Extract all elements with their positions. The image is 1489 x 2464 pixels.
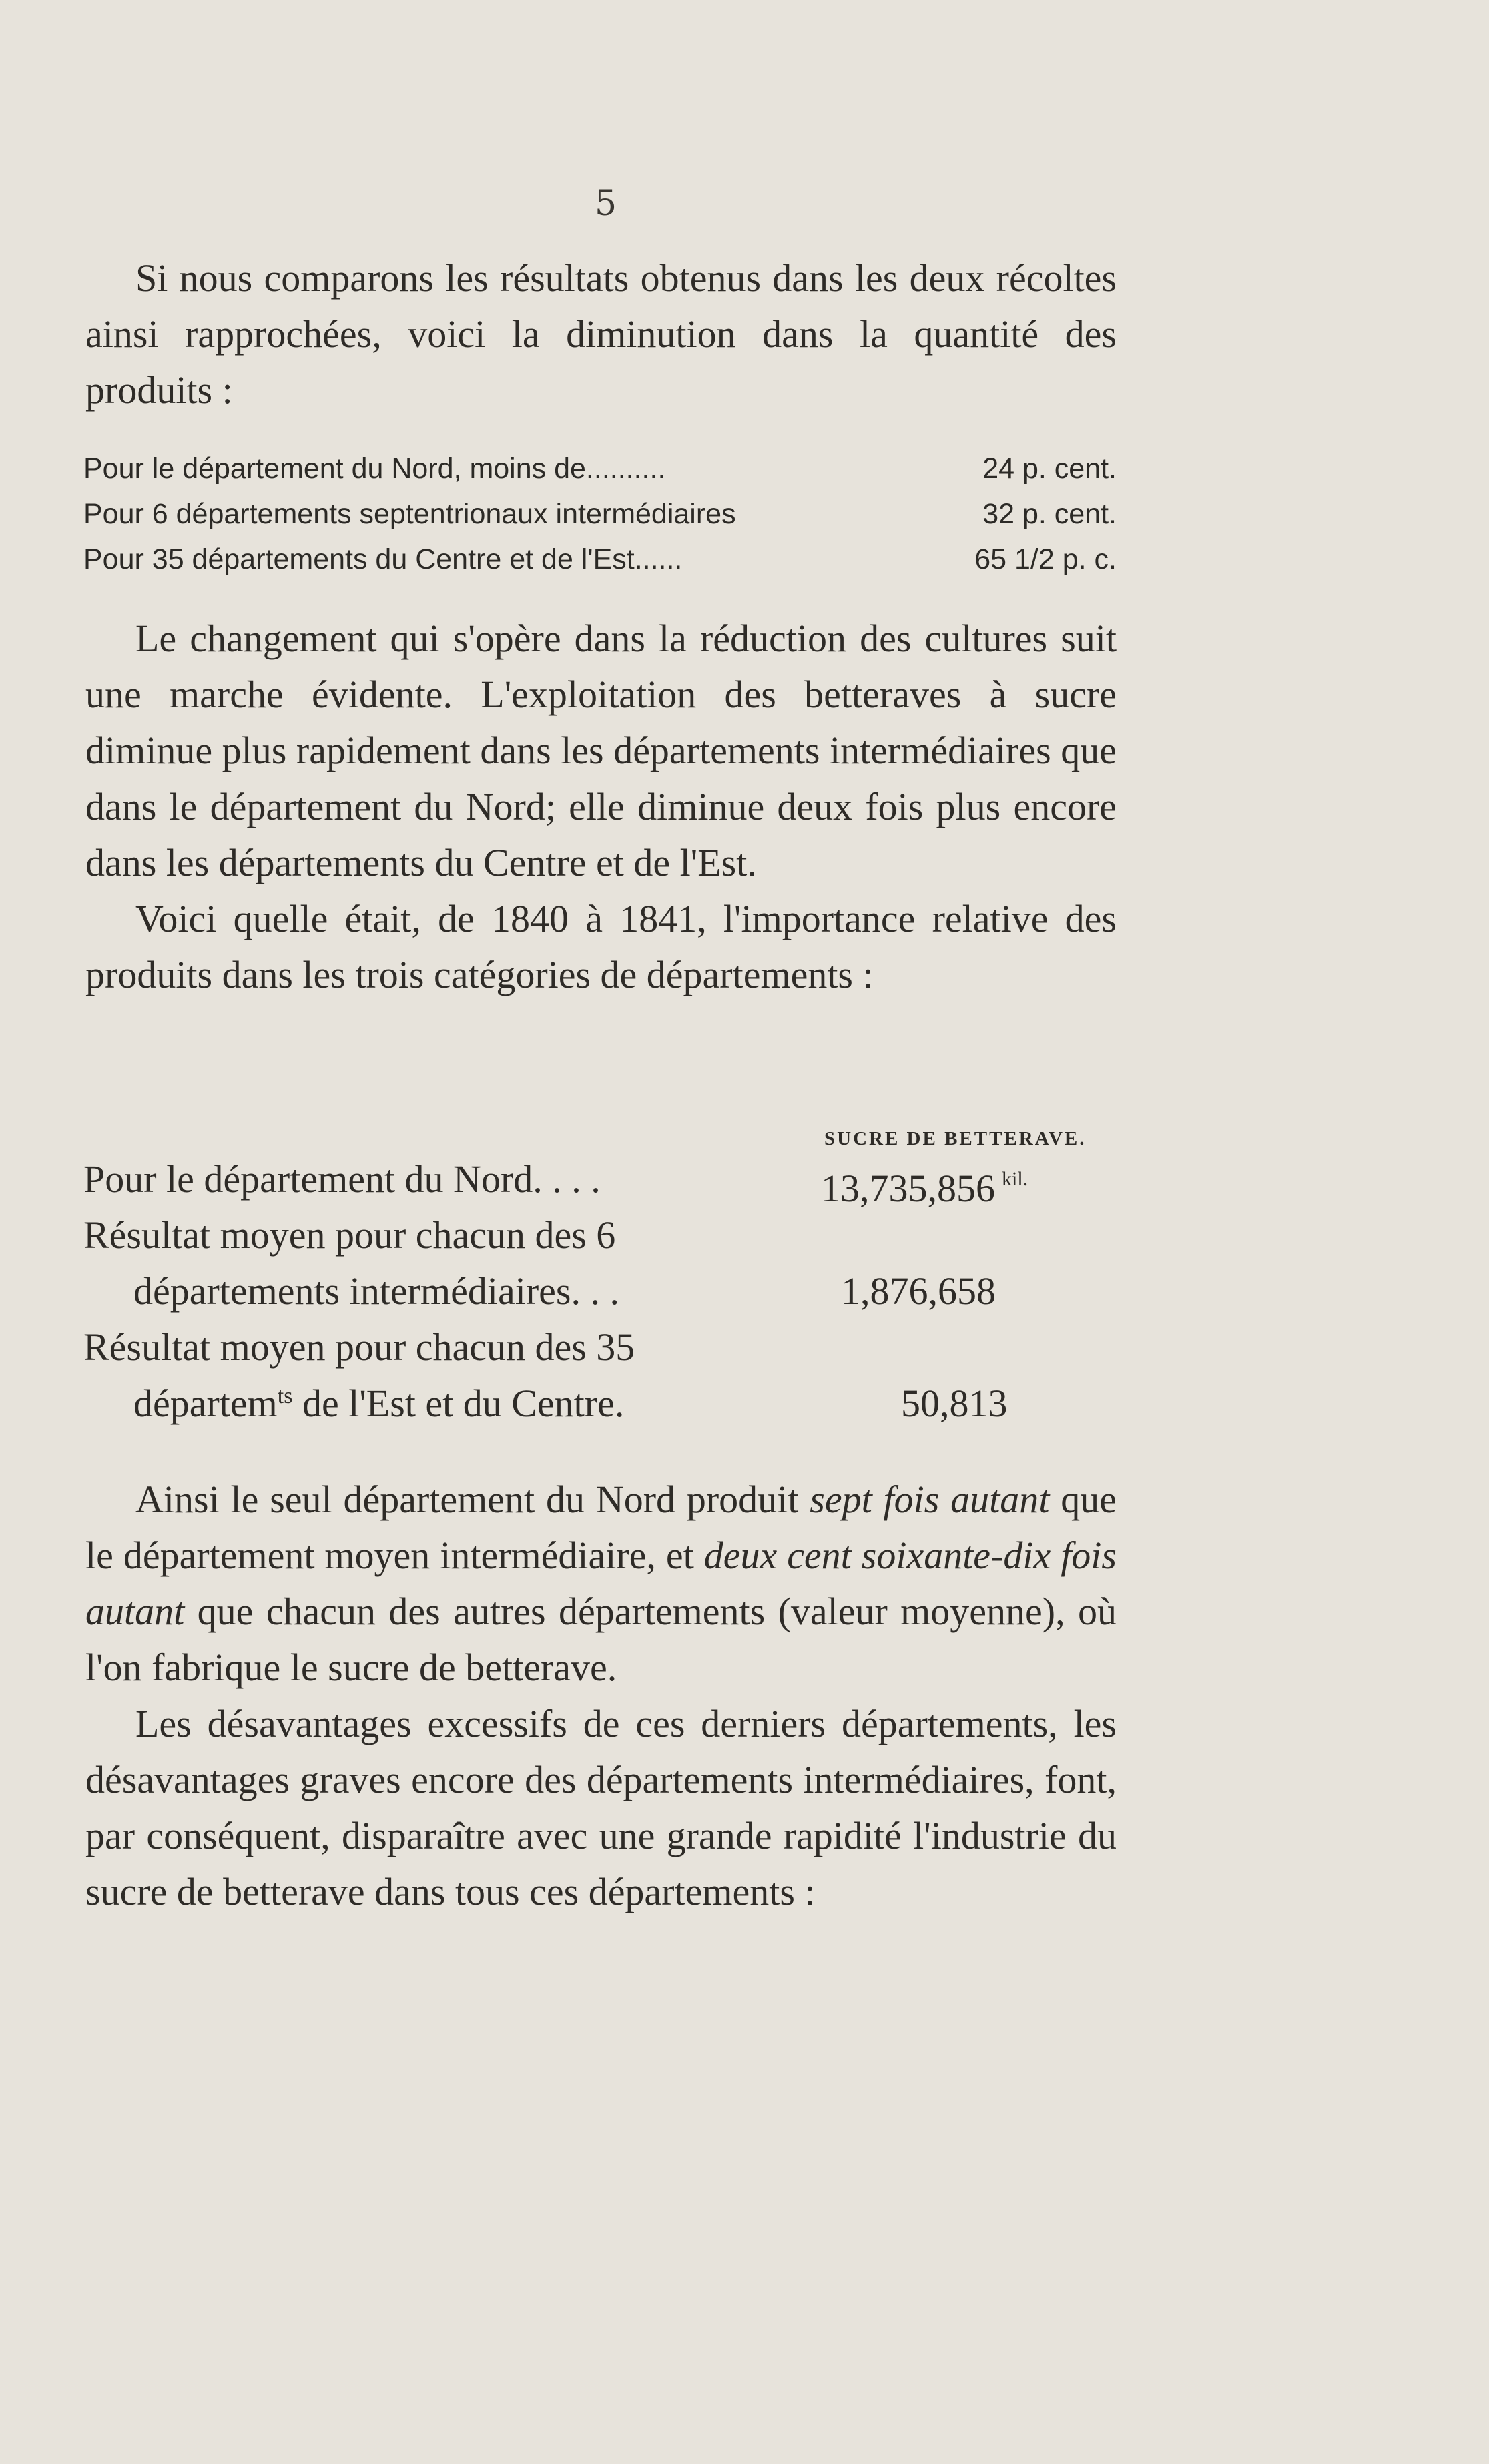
paragraph-changement: Le changement qui s'opère dans la réduction des cultures suit une marche évidente. L'exploitation des betteraves à sucre diminue plus rapidement dans les départements intermédiaires que dans le département du Nord; elle diminue deux fois plus encore dans les départements du Centre et de l'Est.: [85, 617, 1117, 884]
production-row-intermediaires-label-b: départements intermédiaires. . .: [133, 1269, 619, 1313]
production-row-intermediaires-value: 1,876,658: [841, 1269, 996, 1313]
reduction-label: Pour 35 départements du Centre et de l'Est......: [83, 543, 683, 575]
reduction-row-intermediaires: [83, 491, 1117, 537]
paragraph-ainsi: [85, 1472, 1117, 1696]
production-unit: kil.: [1002, 1168, 1028, 1190]
production-row-centre-est-value: 50,813: [901, 1381, 1008, 1425]
page-number: 5: [594, 184, 617, 224]
production-header: SUCRE DE BETTERAVE.: [824, 1128, 1087, 1149]
production-row-centre-est-label-b: [133, 1375, 624, 1432]
reduction-table: [83, 446, 1117, 582]
italic-run: deux cent soixante-dix fois autant: [85, 1534, 1117, 1633]
reduction-label: Pour 6 départements septentrionaux intermédiaires: [83, 498, 736, 530]
production-row-nord-label: Pour le département du Nord. . . .: [83, 1157, 601, 1201]
production-row-intermediaires-label-a: Résultat moyen pour chacun des 6: [83, 1213, 616, 1257]
label-superscript: ts: [277, 1383, 293, 1408]
text-block-intro: [85, 250, 1117, 418]
production-value: 13,735,856: [821, 1167, 995, 1210]
text-run: Ainsi le seul département du Nord produit: [135, 1478, 810, 1521]
reduction-value: 32 p. cent.: [982, 498, 1117, 530]
label-part: de l'Est et du Centre.: [292, 1381, 625, 1425]
paragraph-desavantages: Les désavantages excessifs de ces derniers départements, les désavantages graves encore des départements intermédiaires, font, par conséquent, disparaître avec une grande rapidité l'industrie du sucre de betterave dans tous ces départements :: [85, 1702, 1117, 1913]
text-block-conclusion: [85, 1472, 1117, 1920]
label-part: départem: [133, 1381, 278, 1425]
reduction-value: 24 p. cent.: [982, 452, 1117, 485]
paragraph-importance: Voici quelle était, de 1840 à 1841, l'importance relative des produits dans les trois catégories de départements :: [85, 897, 1117, 996]
italic-run: sept fois autant: [810, 1478, 1050, 1521]
text-run: que le département moyen intermédiaire, et: [85, 1478, 1117, 1577]
reduction-row-nord: [83, 446, 1117, 491]
production-row-centre-est-label-a: Résultat moyen pour chacun des 35: [83, 1325, 635, 1369]
reduction-label: Pour le département du Nord, moins de..........: [83, 452, 666, 485]
text-block-changement: [85, 611, 1117, 1003]
production-row-nord-value: [821, 1151, 1028, 1217]
text-run: que chacun des autres départements (valeur moyenne), où l'on fabrique le sucre de betterave.: [85, 1590, 1117, 1689]
reduction-value: 65 1/2 p. c.: [974, 543, 1117, 575]
paragraph-comparison: Si nous comparons les résultats obtenus dans les deux récoltes ainsi rapprochées, voici la diminution dans la quantité des produits :: [85, 256, 1117, 412]
reduction-row-centre-est: [83, 537, 1117, 582]
